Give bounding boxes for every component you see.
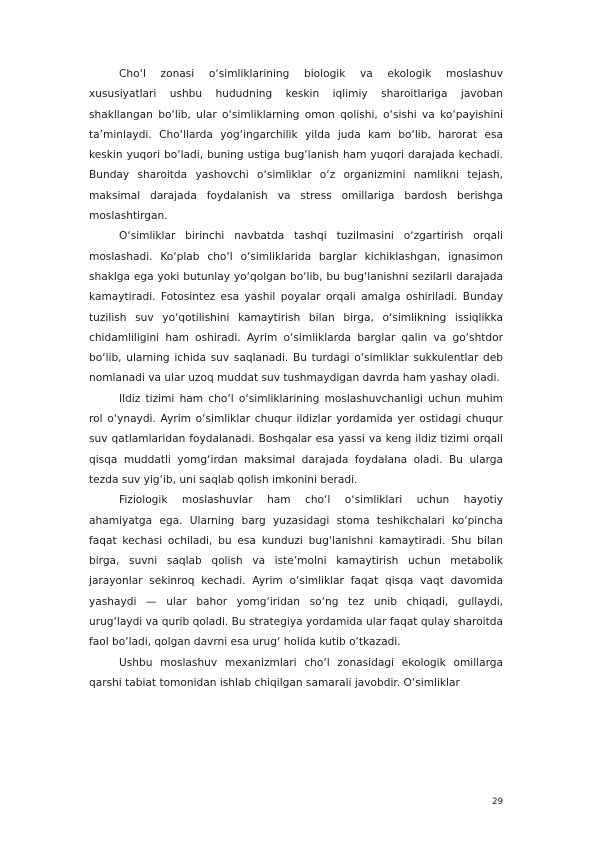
body-text xyxy=(89,64,503,693)
paragraph-3: Ildiz tizimi ham cho‘l o‘simliklarining moslashuvchanligi uchun muhim rol o‘ynaydi. Ayrim o‘simliklar chuqur ildizlar yordamida yer ostidagi chuqur suv qatlamlaridan foydalanadi. Boshqalar esa yassi va keng ildiz tizimi orqali qisqa muddatli yomg‘irdan maksimal darajada foydalana oladi. Bu ularga tezda suv yig‘ib, uni saqlab qolish imkonini beradi. xyxy=(89,392,503,486)
paragraph-4: Fiziologik moslashuvlar ham cho‘l o‘simliklari uchun hayotiy ahamiyatga ega. Ularning barg yuzasidagi stoma teshikchalari ko‘pincha faqat kechasi ochiladi, bu esa kunduzi bug‘lanishni kamaytiradi. Shu bilan birga, suvni saqlab qolish va iste’molni kamaytirish uchun metabolik jarayonlar sekinroq kechadi. Ayrim o‘simliklar faqat qisqa vaqt davomida yashaydi — ular bahor yomg‘iridan so‘ng tez unib chiqadi, gullaydi, urug‘laydi va qurib qoladi. Bu strategiya yordamida ular faqat qulay sharoitda faol bo‘ladi, qolgan davrni esa urug‘ holida kutib o‘tkazadi. xyxy=(89,494,503,649)
page-number: 29 xyxy=(492,797,503,807)
paragraph-2: O‘simliklar birinchi navbatda tashqi tuzilmasini o‘zgartirish orqali moslashadi. Ko‘plab cho‘l o‘simliklarida barglar kichiklashgan, ignasimon shaklga ega yoki butunlay yo‘qolgan bo‘lib, bu bug‘lanishni sezilarli darajada kamaytiradi. Fotosintez esa yashil poyalar orqali amalga oshiriladi. Bunday tuzilish suv yo‘qotilishini kamaytirish bilan birga, o‘simlikning issiqlikka chidamliligini ham oshiradi. Ayrim o‘simliklarda barglar qalin va go‘shtdor bo‘lib, ularning ichida suv saqlanadi. Bu turdagi o‘simliklar sukkulentlar deb nomlanadi va ular uzoq muddat suv tushmaydigan davrda ham yashay oladi. xyxy=(89,230,503,385)
paragraph-1: Cho‘l zonasi o‘simliklarining biologik va ekologik moslashuv xususiyatlari ushbu hududning keskin iqlimiy sharoitlariga javoban shakllangan bo‘lib, ular o‘simliklarning omon qolishi, o‘sishi va ko‘payishini ta’minlaydi. Cho‘llarda yog‘ingarchilik yilda juda kam bo‘lib, harorat esa keskin yuqori bo‘ladi, buning ustiga bug‘lanish ham yuqori darajada kechadi. Bunday sharoitda yashovchi o‘simliklar o‘z organizmini namlikni tejash, maksimal darajada foydalanish va stress omillariga bardosh berishga moslashtirgan. xyxy=(89,68,503,223)
paragraph-5: Ushbu moslashuv mexanizmlari cho‘l zonasidagi ekologik omillarga qarshi tabiat tomonidan ishlab chiqilgan samarali javobdir. O‘simliklar xyxy=(89,656,503,689)
